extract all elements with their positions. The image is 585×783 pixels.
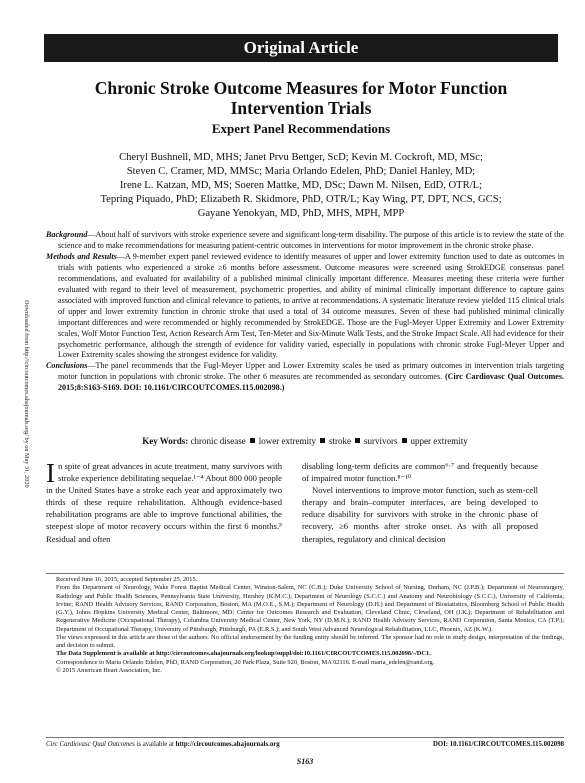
author-line: Gayane Yenokyan, MD, PhD, MHS, MPH, MPP — [197, 208, 405, 219]
square-bullet-icon — [250, 438, 255, 443]
affiliations-note: From the Department of Neurology, Wake Forest Baptist Medical Center, Winston-Salem, NC (C.B.); Duke University School of Nursing, Durham, NC (J.P.B.); Department of Neurosurgery, Radiology and Public Health Sciences, Pennsylvania State University, Hershey (K.M.C.); Department of Neurology (S.C.C.) and Anatomy and Neurobiology (S.C.C.), University of California, Irvine; RAND Health Advisory Services, RAND Corporation, Boston, MA (M.O.E., S.M.); Department of Neurology (D.H.) and Department of Biostatistics, Bloomberg School of Public Health (G.Y.), Johns Hopkins University Medical Center, Baltimore, MD; Center for Outcomes Research and Evaluation, Cleveland Clinic, Cleveland, OH (I.K.); Department of Rehabilitation and Regenerative Medicine (Occupational Therapy), Columbia University Medical Center, New York, NY (D.M.N.); RAND Health Advisory Services, RAND Corporation, Santa Monica, CA (T.P.); Department of Occupational Therapy, University of Pittsburgh, Pittsburgh, PA (E.R.S.); and South West Advanced Neurological Rehabilitation, LLC, Phoenix, AZ (K.W.). — [56, 584, 564, 633]
background-text: —About half of survivors with stroke experience severe and significant long-term disability. The purpose of this article is to review the state of the science and to make recommendations for measuring patient-centric outcomes in interventions for motor improvement in the chronic stroke phase. — [58, 230, 564, 250]
keywords — [46, 436, 564, 447]
copyright-note: © 2015 American Heart Association, Inc. — [56, 666, 162, 674]
drop-cap: I — [46, 458, 55, 488]
download-notice: Downloaded from http://circoutcomes.ahajournals.org/ by on May 31, 2020 — [23, 300, 30, 488]
footer-divider — [46, 737, 564, 738]
footnotes — [46, 576, 564, 675]
correspondence-note: Correspondence to Maria Orlando Edelen, PhD, RAND Corporation, 20 Park Plaza, Suite 920, Boston, MA 02116. E-mail maria_edelen@rand.org. — [56, 658, 435, 666]
square-bullet-icon — [355, 438, 360, 443]
square-bullet-icon — [320, 438, 325, 443]
footnote-divider — [46, 573, 564, 574]
title-line: Chronic Stroke Outcome Measures for Motor Function — [94, 78, 508, 98]
views-note: The views expressed in this article are those of the authors. No official endorsement by the funding entity should be inferred. The sponsor had no role in study design, interpretation of the findings, and decision to submit. — [56, 633, 564, 649]
author-line: Irene L. Katzan, MD, MS; Soeren Mattke, MD, DSc; Dawn M. Nilsen, EdD, OTR/L; — [119, 180, 483, 191]
abstract-background — [46, 230, 564, 252]
author-line: Steven C. Cramer, MD, MMSc; Maria Orlando Edelen, PhD; Daniel Hanley, MD; — [126, 166, 476, 177]
abstract-methods — [46, 252, 564, 362]
keywords-label: Key Words: — [142, 436, 189, 446]
keyword: upper extremity — [410, 436, 468, 446]
journal-url-link[interactable]: http://circoutcomes.ahajournals.org — [175, 741, 280, 748]
abstract — [46, 230, 564, 394]
keyword: stroke — [329, 436, 352, 446]
supplement-link[interactable]: The Data Supplement is available at http://circoutcomes.ahajournals.org/lookup/suppl/doi:10.1161/CIRCOUTCOMES.115.002098/-/DC1. — [56, 650, 431, 658]
keyword: survivors — [364, 436, 398, 446]
citation: (Circ Cardiovasc Qual Outcomes. 2015;8:S163-S169. DOI: 10.1161/CIRCOUTCOMES.115.002098.) — [58, 372, 565, 393]
author-line: Tepring Piquado, PhD; Elizabeth R. Skidmore, PhD, OTR/L; Kay Wing, PT, DPT, NCS, GCS; — [100, 194, 502, 205]
download-sidebar — [20, 300, 30, 488]
conclusions-label: Conclusions — [46, 361, 88, 371]
paragraph-text: n spite of great advances in acute treatment, many survivors with stroke experience debilitating sequelae.¹⁻⁴ About 800 000 people in the United States have a stroke each year and approximately two thirds of these require rehabilitation. Although evidence-based rehabilitation programs are able to improve functional abilities, the steepest slope of motor recovery occurs within the first 6 months.⁵ Residual and often — [46, 461, 282, 544]
author-line: Cheryl Bushnell, MD, MHS; Janet Prvu Bettger, ScD; Kevin M. Cockroft, MD, MSc; — [119, 152, 483, 163]
keyword: lower extremity — [258, 436, 317, 446]
body-paragraph: disabling long-term deficits are common⁶·⁷ and frequently because of impaired motor function.⁸⁻¹⁰ — [302, 461, 538, 484]
methods-text: —A 9-member expert panel reviewed evidence to identify measures of upper and lower extremity function used to date as outcomes in trials with patients who experienced a stroke ≥6 months before assessment. Outcome measures were screened using StrokEDGE consensus panel recommendations, and evaluated for availability of a published minimal clinically important difference. Measures meeting these criteria were further evaluated with regard to their level of measurement, psychometric properties, and ability of minimal clinically important difference to capture gains associated with improved function and clinical relevance to patients, to arrive at recommendations. A systematic literature review yielded 115 clinical trials of upper and lower extremity function in chronic stroke that used a total of 34 outcome measures. Seven of these had published minimal clinically important differences and were recommended or highly recommended by StrokEDGE. Those are the Fugl-Meyer Upper Extremity and Lower Extremity scales, Wolf Motor Function Test, Action Research Arm Test, Ten-Meter and Six-Minute Walk Tests, and the Stroke Impact Scale. All had evidence for their psychometric performance, although the strength of evidence for validity varied, especially in populations with chronic stroke Fugl-Meyer Upper and Lower Extremity scales showing the strongest evidence for validity. — [58, 251, 564, 360]
methods-label: Methods and Results — [46, 251, 117, 261]
keyword: chronic disease — [190, 436, 246, 446]
abstract-conclusions — [46, 361, 564, 394]
body-paragraph — [46, 460, 282, 545]
background-label: Background — [46, 230, 88, 239]
author-list — [54, 151, 548, 221]
title-line: Intervention Trials — [230, 98, 372, 118]
journal-name: Circ Cardiovasc Qual Outcomes — [46, 741, 135, 748]
body-paragraph: Novel interventions to improve motor function, such as stem-cell therapy and brain–computer interfaces, are being developed to reduce disability for survivors with stroke in the chronic phase of recovery, ≥6 months after stroke onset. As with all proposed therapies, regulatory and clinical decision — [302, 485, 538, 544]
conclusions-text: —The panel recommends that the Fugl-Meyer Upper and Lower Extremity scales be used as primary outcomes in intervention trials targeting motor function in populations with chronic stroke. The other 6 measures are recommended as secondary outcomes. — [58, 361, 564, 382]
article-title — [44, 78, 558, 118]
availability-text: is available at — [134, 741, 176, 748]
article-type-banner: Original Article — [44, 34, 558, 62]
article-subtitle: Expert Panel Recommendations — [211, 121, 391, 136]
square-bullet-icon — [402, 438, 407, 443]
body-column-right — [302, 460, 538, 545]
footer-doi: DOI: 10.1161/CIRCOUTCOMES.115.002098 — [432, 741, 564, 748]
journal-availability — [46, 740, 280, 749]
received-note: Received June 16, 2015; accepted September 25, 2015. — [56, 576, 198, 583]
page-number: S163 — [296, 757, 314, 766]
body-column-left — [46, 460, 282, 545]
